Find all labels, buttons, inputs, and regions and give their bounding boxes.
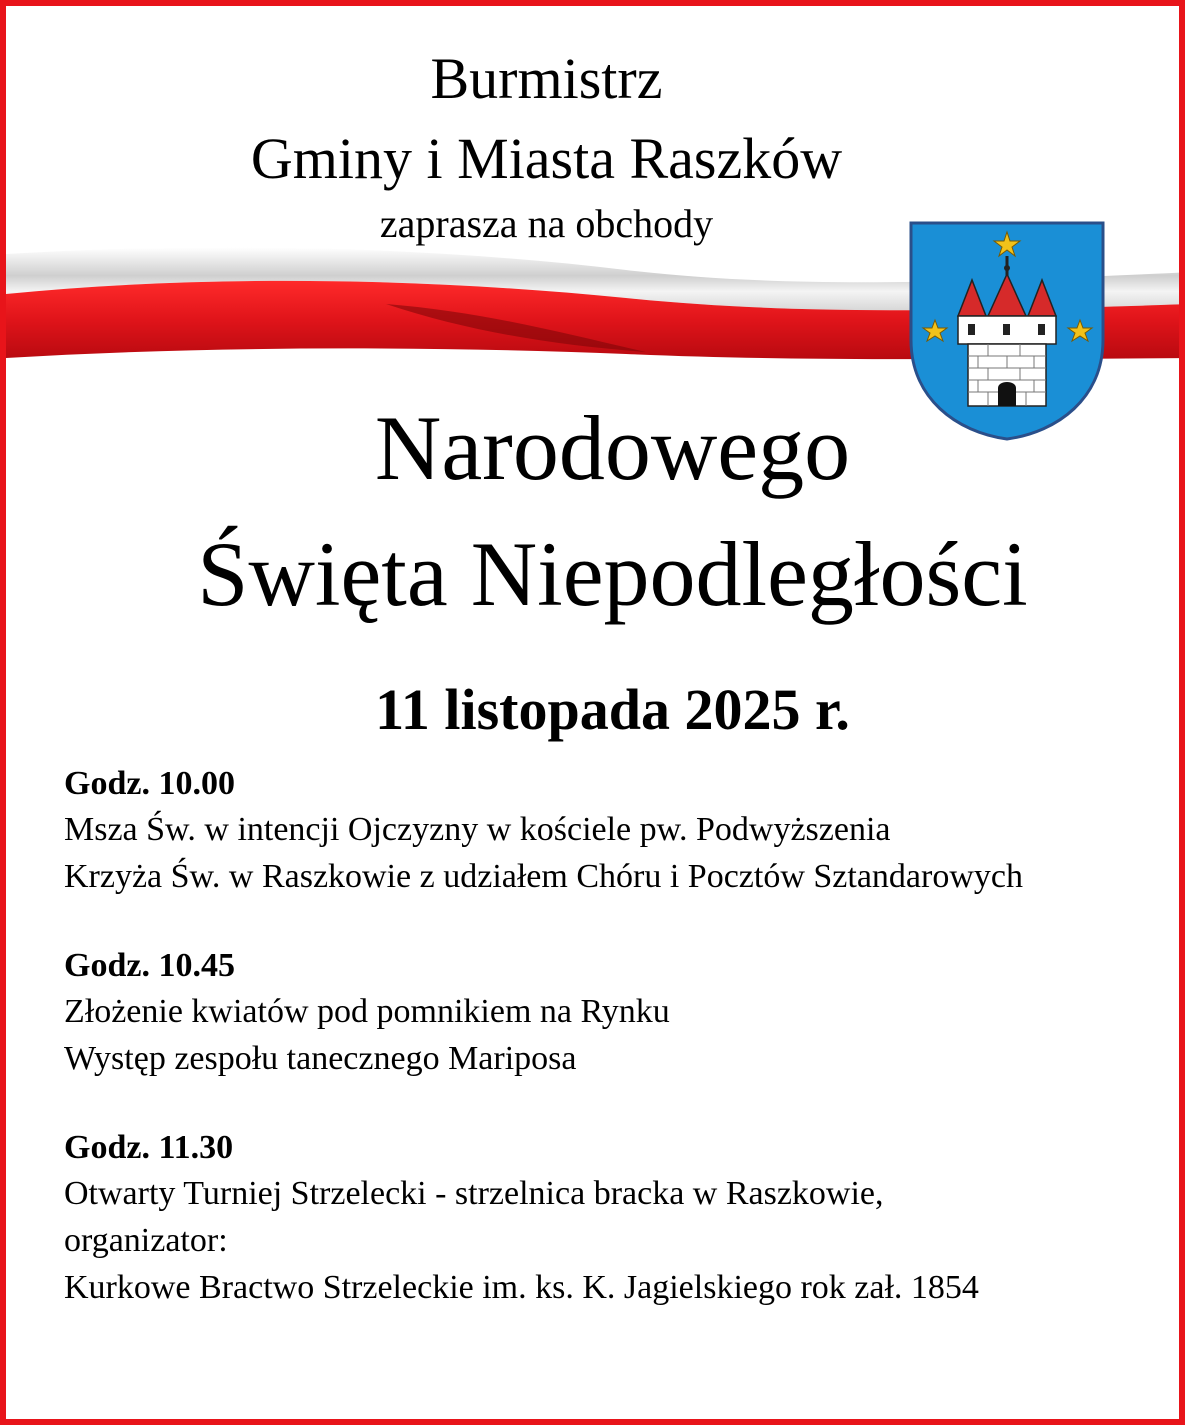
event-item: [64, 944, 1174, 1082]
title-line-1: Narodowego: [374, 397, 851, 499]
event-description: organizator:: [64, 1222, 228, 1259]
event-description: Otwarty Turniej Strzelecki - strzelnica bracka w Raszkowie,: [64, 1175, 884, 1212]
title-line-2: Święta Niepodległości: [197, 523, 1028, 625]
event-description: Występ zespołu tanecznego Mariposa: [64, 1040, 577, 1077]
event-time: Godz. 10.45: [64, 947, 235, 984]
event-item: [64, 762, 1174, 900]
header-invitation: zaprasza na obchody: [379, 201, 714, 246]
header-mayor: Burmistrz: [430, 46, 663, 111]
event-time: Godz. 10.00: [64, 765, 235, 802]
event-description: Krzyża Św. w Raszkowie z udziałem Chóru i Pocztów Sztandarowych: [64, 858, 1023, 895]
event-schedule: [64, 762, 1174, 1355]
event-description: Złożenie kwiatów pod pomnikiem na Rynku: [64, 993, 670, 1030]
event-date: 11 listopada 2025 r.: [375, 677, 850, 742]
event-description: Msza Św. w intencji Ojczyzny w kościele pw. Podwyższenia: [64, 811, 891, 848]
header-municipality: Gminy i Miasta Raszków: [250, 126, 843, 191]
event-time: Godz. 11.30: [64, 1129, 234, 1166]
event-description: Kurkowe Bractwo Strzeleckie im. ks. K. Jagielskiego rok zał. 1854: [64, 1269, 979, 1306]
event-item: [64, 1126, 1174, 1311]
